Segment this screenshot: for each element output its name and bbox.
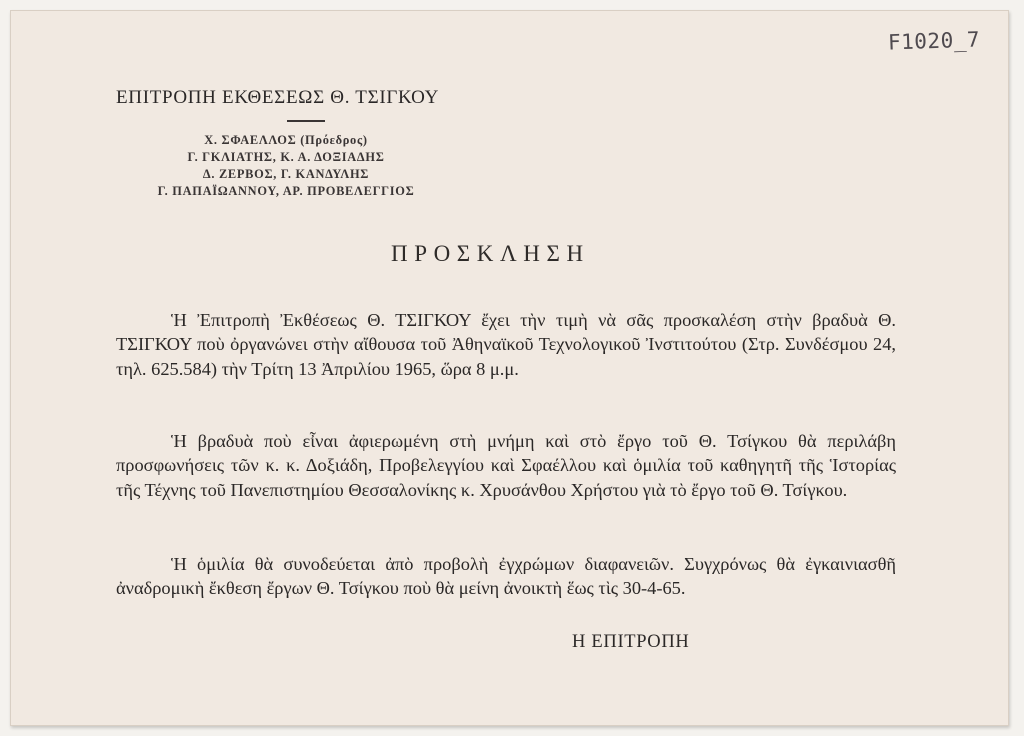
committee-members <box>121 132 451 200</box>
paragraph-text: Ἡ ὁμιλία θὰ συνοδεύεται ἀπὸ προβολὴ ἐγχρώμων διαφανειῶν. Συγχρόνως θὰ ἐγκαινιασθῆ ἀναδρομικὴ ἔκθεση ἔργων Θ. Τσίγκου ποὺ θὰ μείνη ἀνοικτὴ ἕως τὶς 30-4-65. <box>116 554 896 599</box>
member-line: Χ. ΣΦΑΕΛΛΟΣ (Πρόεδρος) <box>204 133 368 147</box>
paragraph-2 <box>116 429 896 502</box>
archive-number: F1020_7 <box>887 27 981 55</box>
invitation-heading: ΠΡΟΣΚΛΗΣΗ <box>391 241 590 266</box>
member-line: Δ. ΖΕΡΒΟΣ, Γ. ΚΑΝΔΥΛΗΣ <box>202 167 370 182</box>
signature: Η ΕΠΙΤΡΟΠΗ <box>572 632 690 652</box>
paragraph-3 <box>116 552 896 601</box>
committee-title: ΕΠΙΤΡΟΠΗ ΕΚΘΕΣΕΩΣ Θ. ΤΣΙΓΚΟΥ <box>116 87 440 108</box>
title-divider <box>287 120 325 122</box>
member-line: Γ. ΠΑΠΑΪΩΑΝΝΟΥ, ΑΡ. ΠΡΟΒΕΛΕΓΓΙΟΣ <box>157 184 415 199</box>
member-line: Γ. ΓΚΛΙΑΤΗΣ, Κ. Α. ΔΟΞΙΑΔΗΣ <box>187 150 385 165</box>
invitation-card <box>10 10 1009 726</box>
paragraph-1 <box>116 308 896 381</box>
paragraph-text: Ἡ βραδυὰ ποὺ εἶναι ἀφιερωμένη στὴ μνήμη καὶ στὸ ἔργο τοῦ Θ. Τσίγκου θὰ περιλάβη προσφωνήσεις τῶν κ. κ. Δοξιάδη, Προβελεγγίου καὶ Σφαέλλου καὶ ὁμιλία τοῦ καθηγητῆ τῆς Ἱστορίας τῆς Τέχνης τοῦ Πανεπιστημίου Θεσσαλονίκης κ. Χρυσάνθου Χρήστου γιὰ τὸ ἔργο τοῦ Θ. Τσίγκου. <box>116 431 896 500</box>
paragraph-text: Ἡ Ἐπιτροπὴ Ἐκθέσεως Θ. ΤΣΙΓΚΟΥ ἔχει τὴν τιμὴ νὰ σᾶς προσκαλέση στὴν βραδυὰ Θ. ΤΣΙΓΚΟΥ ποὺ ὀργανώνει στὴν αἴθουσα τοῦ Ἀθηναϊκοῦ Τεχνολογικοῦ Ἰνστιτούτου (Στρ. Συνδέσμου 24, τηλ. 625.584) τὴν Τρίτη 13 Ἀπριλίου 1965, ὥρα 8 μ.μ. <box>116 310 896 379</box>
